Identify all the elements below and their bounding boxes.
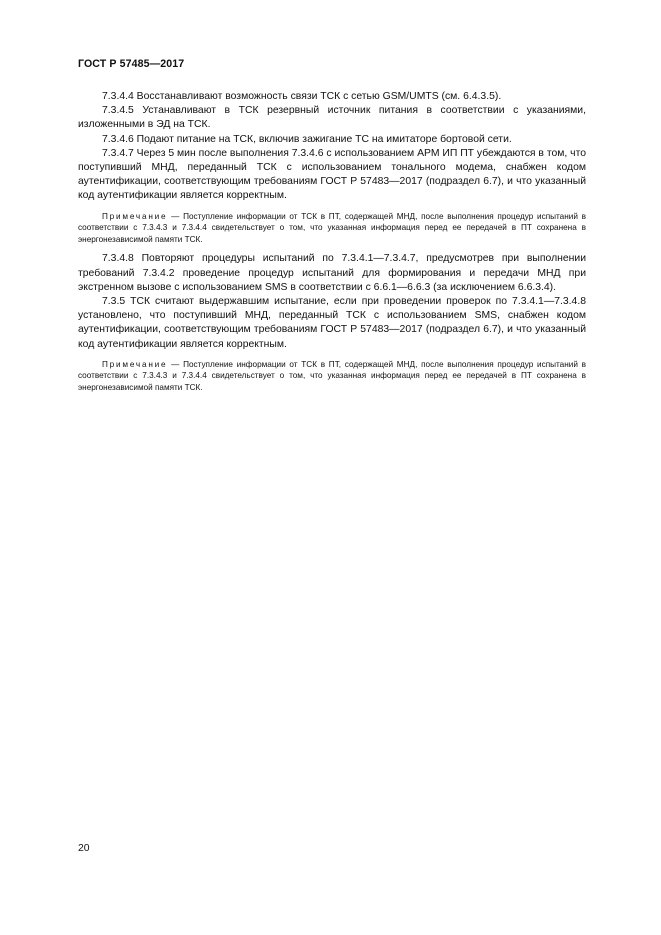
paragraph-7-3-5: 7.3.5 ТСК считают выдержавшим испытание, если при проведении проверок по 7.3.4.1—7.3.4.8 установлено, что поступивший МНД, переданный ТСК с использованием SMS, снабжен кодом аутентификации, соответствующим требованиям ГОСТ Р 57483—2017 (подраздел 6.7), и что указанный код аутентификации является корректным.	[78, 296, 586, 350]
page-number: 20	[78, 843, 90, 854]
paragraph-7-3-4-6: 7.3.4.6 Подают питание на ТСК, включив зажигание ТС на имитаторе бортовой сети.	[102, 133, 512, 145]
note-1	[78, 211, 586, 246]
note-1-label: Примечание	[102, 211, 168, 221]
note-2-label: Примечание	[102, 359, 168, 369]
paragraph-7-3-4-8: 7.3.4.8 Повторяют процедуры испытаний по 7.3.4.1—7.3.4.7, предусмотрев при выполнении требований 7.3.4.2 проведение процедур испытаний для формирования и передачи МНД при экстренном вызове с использованием SMS в соответствии с 6.6.1—6.6.3 (за исключением 6.6.3.4).	[78, 253, 586, 293]
note-2	[78, 359, 586, 394]
note-2-text: — Поступление информации от ТСК в ПТ, содержащей МНД, после выполнения процедур испытаний в соответствии с 7.3.4.3 и 7.3.4.4 свидетельствует о том, что указанная информация перед ее передачей в ПТ сохранена в энергонезависимой памяти ТСК.	[78, 359, 586, 393]
document-header: ГОСТ Р 57485—2017	[78, 58, 185, 70]
document-body	[78, 90, 586, 401]
paragraph-7-3-4-4: 7.3.4.4 Восстанавливают возможность связи ТСК с сетью GSM/UMTS (см. 6.4.3.5).	[102, 91, 502, 102]
paragraph-7-3-4-7: 7.3.4.7 Через 5 мин после выполнения 7.3.4.6 с использованием АРМ ИП ПТ убеждаются в том, что поступивший МНД, переданный ТСК с использованием тонального модема, снабжен кодом аутентификации, соответствующим требованиям ГОСТ Р 57483—2017 (подраздел 6.7), и что указанный код аутентификации является корректным.	[78, 147, 586, 202]
paragraph-7-3-4-5: 7.3.4.5 Устанавливают в ТСК резервный источник питания в соответствии с указаниями, изложенными в ЭД на ТСК.	[78, 105, 586, 131]
note-1-text: — Поступление информации от ТСК в ПТ, содержащей МНД, после выполнения процедур испытаний в соответствии с 7.3.4.3 и 7.3.4.4 свидетельствует о том, что указанная информация перед ее передачей в ПТ сохранена в энергонезависимой памяти ТСК.	[78, 211, 586, 244]
